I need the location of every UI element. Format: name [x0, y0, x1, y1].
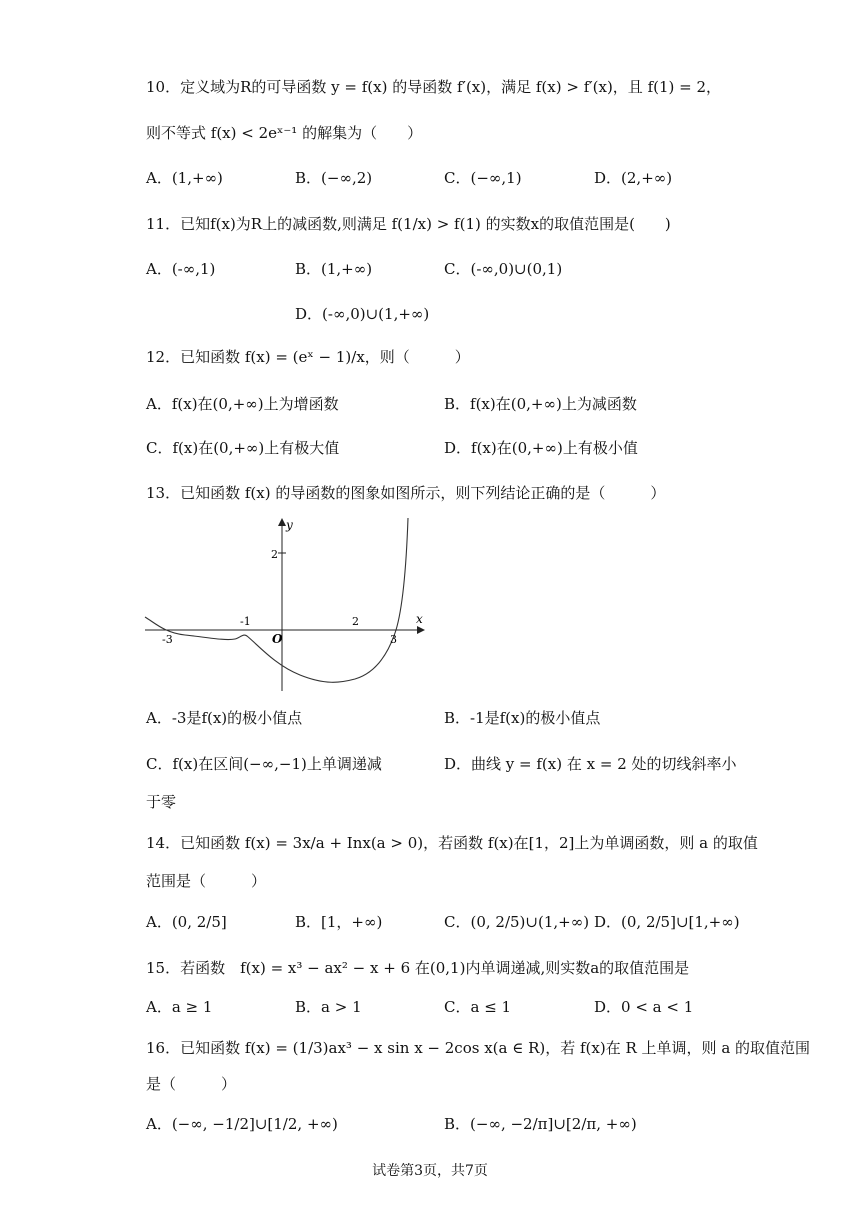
q14-option-a: A．(0, 2/5]	[146, 913, 227, 931]
derivative-curve	[145, 518, 408, 682]
q12-option-b: B．f(x)在(0,+∞)上为减函数	[444, 395, 637, 413]
q14-option-c: C．(0, 2/5)∪(1,+∞)	[444, 913, 590, 931]
q16-stem-line1: 16．已知函数 f(x) = (1/3)ax³ − x sin x − 2cos x(a ∈ R)，若 f(x)在 R 上单调，则 a 的取值范围	[146, 1039, 811, 1057]
x-axis-label: x	[416, 612, 423, 626]
q13-option-a: A．-3是f(x)的极小值点	[146, 709, 303, 727]
q10-option-a: A．(1,+∞)	[146, 169, 223, 187]
q16-stem-line2: 是（ ）	[146, 1075, 237, 1093]
q15-option-b: B．a > 1	[295, 998, 362, 1016]
q13-option-c: C．f(x)在区间(−∞,−1)上单调递减	[146, 755, 382, 773]
q15-option-c: C．a ≤ 1	[444, 998, 512, 1016]
y-tick-label-2: 2	[271, 548, 278, 561]
q13-option-d-continued: 于零	[146, 793, 177, 811]
x-tick-label-neg1: -1	[240, 615, 251, 628]
q15-stem: 15．若函数 f(x) = x³ − ax² − x + 6 在(0,1)内单调递减,则实数a的取值范围是	[146, 959, 690, 977]
q12-option-a: A．f(x)在(0,+∞)上为增函数	[146, 395, 339, 413]
x-tick-label-2: 2	[352, 615, 359, 628]
q10-stem-line1: 10．定义域为R的可导函数 y = f(x) 的导函数 f′(x)，满足 f(x) > f′(x)，且 f(1) = 2，	[146, 78, 722, 96]
q10-stem-line2: 则不等式 f(x) < 2eˣ⁻¹ 的解集为（ ）	[146, 124, 423, 142]
q13-stem: 13．已知函数 f(x) 的导函数的图象如图所示，则下列结论正确的是（ ）	[146, 484, 666, 502]
q13-option-b: B．-1是f(x)的极小值点	[444, 709, 601, 727]
q12-option-d: D．f(x)在(0,+∞)上有极小值	[444, 439, 638, 457]
q10-option-d: D．(2,+∞)	[594, 169, 673, 187]
q16-option-b: B．(−∞, −2/π]∪[2/π, +∞)	[444, 1115, 637, 1133]
origin-label: O	[272, 632, 283, 646]
q13-option-d: D．曲线 y = f(x) 在 x = 2 处的切线斜率小	[444, 755, 737, 773]
q15-option-d: D．0 < a < 1	[594, 998, 694, 1016]
q14-stem-line1: 14．已知函数 f(x) = 3x/a + Inx(a > 0)，若函数 f(x)在[1，2]上为单调函数，则 a 的取值	[146, 834, 758, 852]
x-tick-label-3: 3	[390, 633, 397, 646]
q15-option-a: A．a ≥ 1	[146, 998, 213, 1016]
q10-option-c: C．(−∞,1)	[444, 169, 522, 187]
q14-option-d: D．(0, 2/5]∪[1,+∞)	[594, 913, 740, 931]
q11-option-d: D．(-∞,0)∪(1,+∞)	[295, 305, 430, 323]
q10-option-b: B．(−∞,2)	[295, 169, 373, 187]
q16-option-a: A．(−∞, −1/2]∪[1/2, +∞)	[146, 1115, 338, 1133]
q11-option-a: A．(-∞,1)	[146, 260, 216, 278]
q12-option-c: C．f(x)在(0,+∞)上有极大值	[146, 439, 340, 457]
x-tick-label-neg3: -3	[162, 633, 173, 646]
y-axis-arrow	[278, 518, 286, 526]
x-axis-arrow	[417, 626, 425, 634]
q14-stem-line2: 范围是（ ）	[146, 872, 267, 890]
q11-option-c: C．(-∞,0)∪(0,1)	[444, 260, 563, 278]
q14-option-b: B．[1，+∞)	[295, 913, 383, 931]
page-footer: 试卷第3页，共7页	[372, 1163, 488, 1179]
q12-stem: 12．已知函数 f(x) = (eˣ − 1)/x，则（ ）	[146, 348, 470, 366]
derivative-graph	[140, 515, 430, 695]
q11-stem: 11．已知f(x)为R上的减函数,则满足 f(1/x) > f(1) 的实数x的取值范围是( )	[146, 215, 671, 233]
q11-option-b: B．(1,+∞)	[295, 260, 373, 278]
y-axis-label: y	[286, 518, 293, 532]
